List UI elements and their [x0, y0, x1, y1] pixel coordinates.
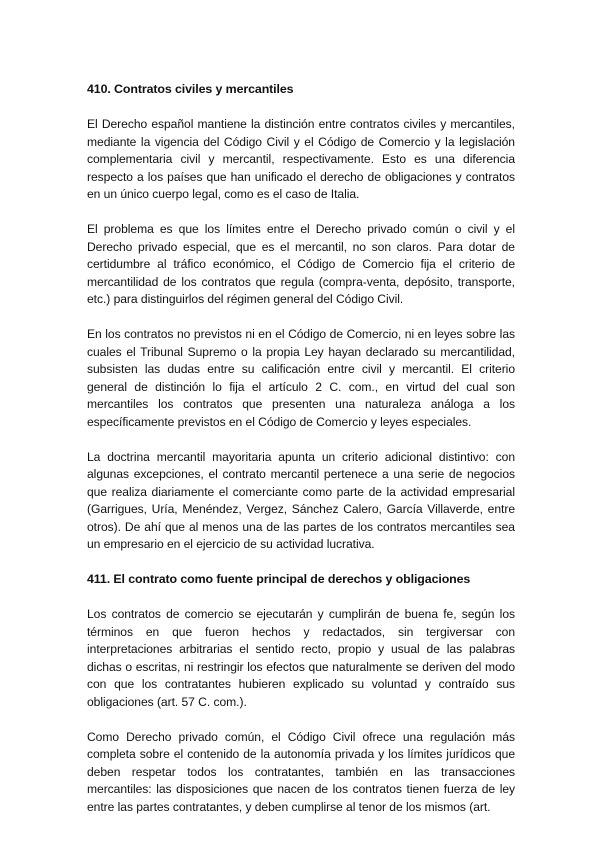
paragraph: En los contratos no previstos ni en el Código de Comercio, ni en leyes sobre las cuales el Tribunal Supremo o la propia Ley hayan declarado su mercantilidad, subsisten las dudas entre su calificación entre civil y mercantil. El criterio general de distinción lo fija el artículo 2 C. com., en virtud del cual son mercantiles los contratos que presenten una naturaleza análoga a los específicamente previstos en el Código de Comercio y leyes especiales.	[87, 326, 515, 429]
section-heading-410: 410. Contratos civiles y mercantiles	[87, 82, 294, 96]
section-heading-411: 411. El contrato como fuente principal de derechos y obligaciones	[87, 572, 471, 587]
paragraph: Como Derecho privado común, el Código Civil ofrece una regulación más completa sobre el contenido de la autonomía privada y los límites jurídicos que deben respetar todos los contratantes, también en las transacciones mercantiles: las disposiciones que nacen de los contratos tienen fuerza de ley entre las partes contratantes, y deben cumplirse al tenor de los mismos (art.	[87, 729, 515, 814]
document-body	[87, 81, 515, 817]
paragraph: La doctrina mercantil mayoritaria apunta un criterio adicional distintivo: con algunas excepciones, el contrato mercantil pertenece a una serie de negocios que realiza diariamente el comerciante como parte de la actividad empresarial (Garrigues, Uría, Menéndez, Vergez, Sánchez Calero, García Villaverde, entre otros). De ahí que al menos una de las partes de los contratos mercantiles sea un empresario en el ejercicio de su actividad lucrativa.	[87, 449, 515, 552]
paragraph: Los contratos de comercio se ejecutarán y cumplirán de buena fe, según los términos en que fueron hechos y redactados, sin tergiversar con interpretaciones arbitrarias el sentido recto, propio y usual de las palabras dichas o escritas, ni restringir los efectos que naturalmente se deriven del modo con que los contratantes hubieren explicado su voluntad y contraído sus obligaciones (art. 57 C. com.).	[87, 607, 515, 710]
paragraph: El problema es que los límites entre el Derecho privado común o civil y el Derecho privado especial, que es el mercantil, no son claros. Para dotar de certidumbre al tráfico económico, el Código de Comercio fija el criterio de mercantilidad de los contratos que regula (compra-venta, depósito, transporte, etc.) para distinguirlos del régimen general del Código Civil.	[87, 221, 515, 307]
paragraph: El Derecho español mantiene la distinción entre contratos civiles y mercantiles, mediante la vigencia del Código Civil y el Código de Comercio y la legislación complementaria civil y mercantil, respectivamente. Esto es una diferencia respecto a los países que han unificado el derecho de obligaciones y contratos en un único cuerpo legal, como es el caso de Italia.	[87, 117, 515, 202]
